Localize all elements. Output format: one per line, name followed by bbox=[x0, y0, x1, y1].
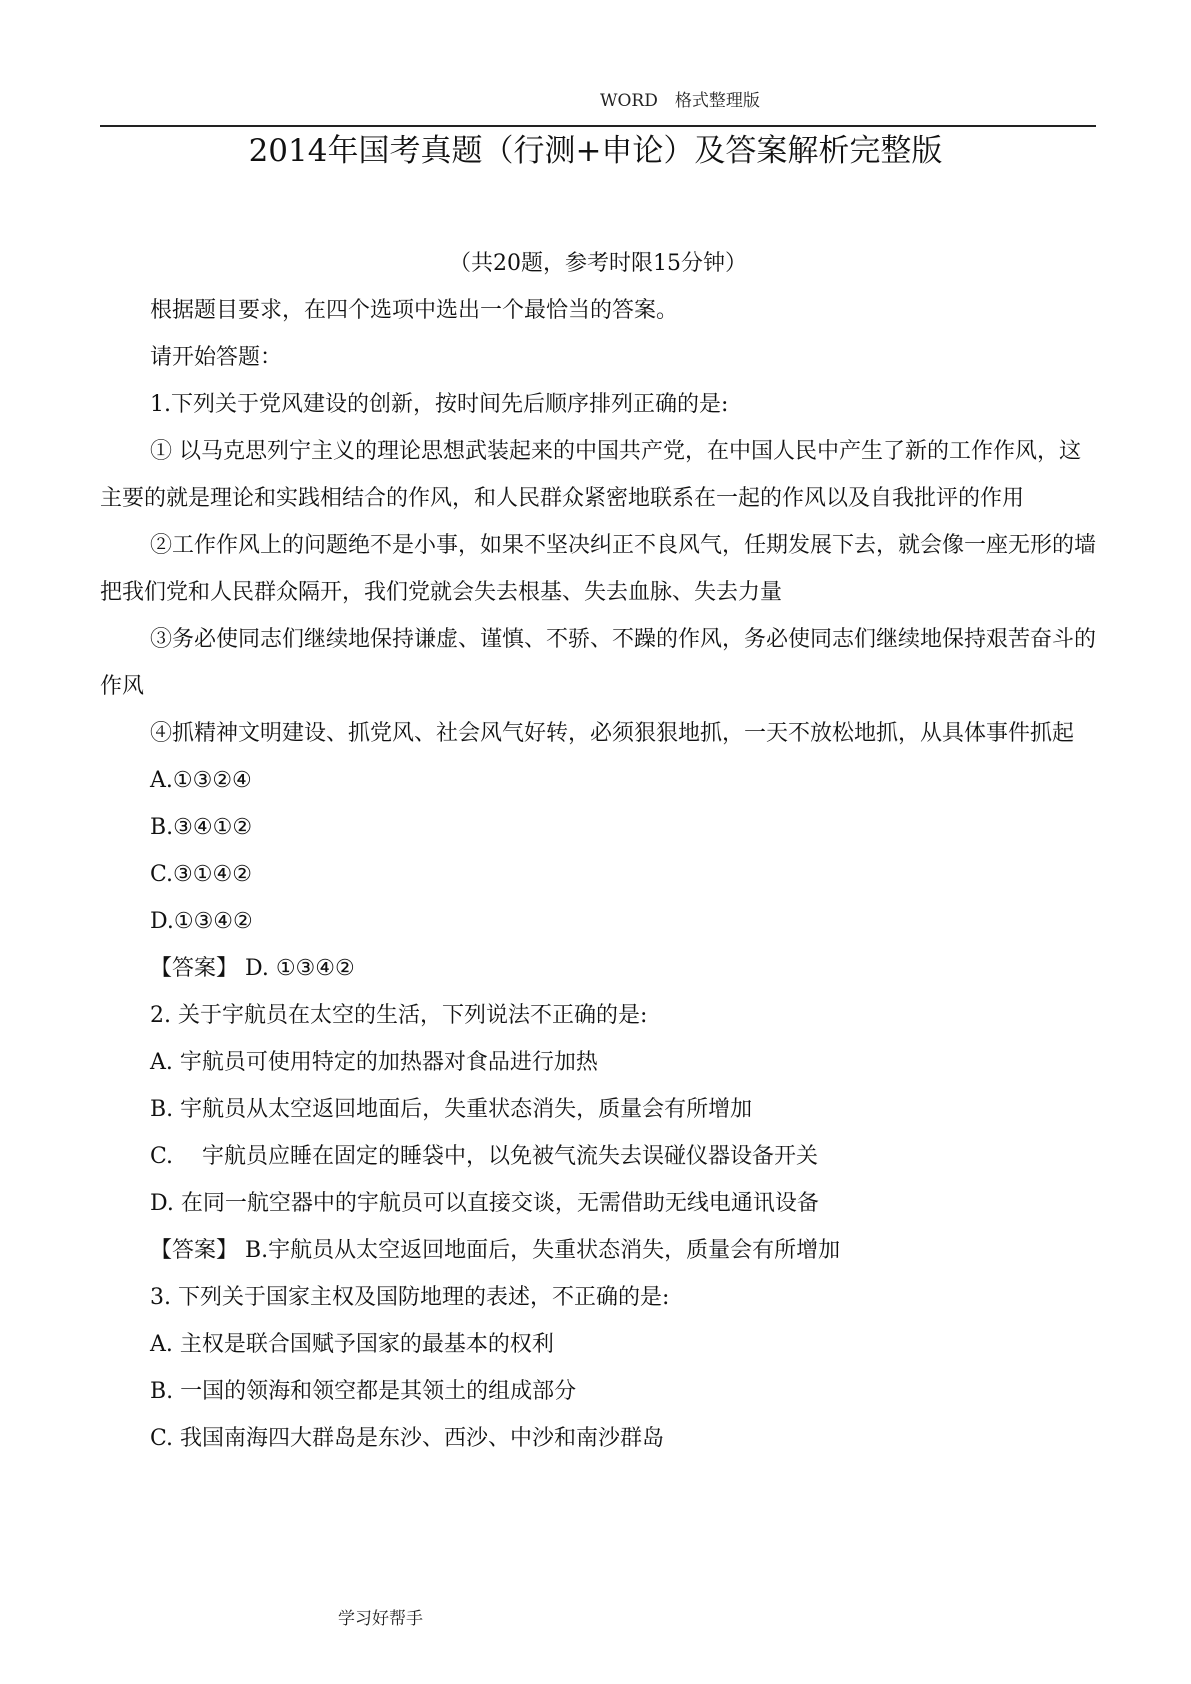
q1-option-c: C.③①④② bbox=[150, 862, 252, 887]
document-body bbox=[100, 240, 1096, 1462]
q3-option-b: B. 一国的领海和领空都是其领土的组成部分 bbox=[150, 1379, 577, 1404]
q1-item-3: ③务必使同志们继续地保持谦虚、谨慎、不骄、不躁的作风，务必使同志们继续地保持艰苦奋斗的作风 bbox=[100, 627, 1097, 699]
q2-option-d: D. 在同一航空器中的宇航员可以直接交谈，无需借助无线电通讯设备 bbox=[150, 1191, 819, 1216]
exam-scope: （共20题，参考时限15分钟） bbox=[449, 251, 747, 276]
q1-answer: 【答案】 D. ①③④② bbox=[150, 956, 355, 981]
document-title: 2014年国考真题（行测+申论）及答案解析完整版 bbox=[248, 133, 943, 169]
q2-option-c: C. 宇航员应睡在固定的睡袋中，以免被气流失去误碰仪器设备开关 bbox=[150, 1144, 819, 1169]
q1-option-d: D.①③④② bbox=[150, 909, 253, 934]
q3-option-c: C. 我国南海四大群岛是东沙、西沙、中沙和南沙群岛 bbox=[150, 1426, 665, 1451]
q1-option-b: B.③④①② bbox=[150, 815, 253, 840]
header-rule bbox=[100, 125, 1096, 127]
q2-option-a: A. 宇航员可使用特定的加热器对食品进行加热 bbox=[150, 1050, 598, 1075]
q1-item-4: ④抓精神文明建设、抓党风、社会风气好转，必须狠狠地抓，一天不放松地抓，从具体事件抓起 bbox=[150, 721, 1075, 746]
q2-answer: 【答案】 B.宇航员从太空返回地面后，失重状态消失，质量会有所增加 bbox=[150, 1238, 841, 1263]
q3-stem: 3. 下列关于国家主权及国防地理的表述，不正确的是: bbox=[150, 1285, 670, 1310]
page-footer: 学习好帮手 bbox=[338, 1609, 423, 1629]
exam-start: 请开始答题： bbox=[150, 345, 283, 370]
exam-instruction: 根据题目要求，在四个选项中选出一个最恰当的答案。 bbox=[150, 298, 679, 323]
q1-stem: 1.下列关于党风建设的创新，按时间先后顺序排列正确的是: bbox=[150, 392, 729, 417]
q1-item-1: ① 以马克思列宁主义的理论思想武装起来的中国共产党，在中国人民中产生了新的工作作风，这主要的就是理论和实践相结合的作风，和人民群众紧密地联系在一起的作风以及自我批评的作用 bbox=[100, 439, 1081, 511]
q1-option-a: A.①③②④ bbox=[150, 768, 252, 793]
q3-option-a: A. 主权是联合国赋予国家的最基本的权利 bbox=[150, 1332, 554, 1357]
q2-option-b: B. 宇航员从太空返回地面后，失重状态消失，质量会有所增加 bbox=[150, 1097, 753, 1122]
q1-item-2: ②工作作风上的问题绝不是小事，如果不坚决纠正不良风气，任期发展下去，就会像一座无形的墙把我们党和人民群众隔开，我们党就会失去根基、失去血脉、失去力量 bbox=[100, 533, 1097, 605]
page-header: WORD 格式整理版 bbox=[600, 91, 760, 111]
q2-stem: 2. 关于宇航员在太空的生活，下列说法不正确的是: bbox=[150, 1003, 648, 1028]
